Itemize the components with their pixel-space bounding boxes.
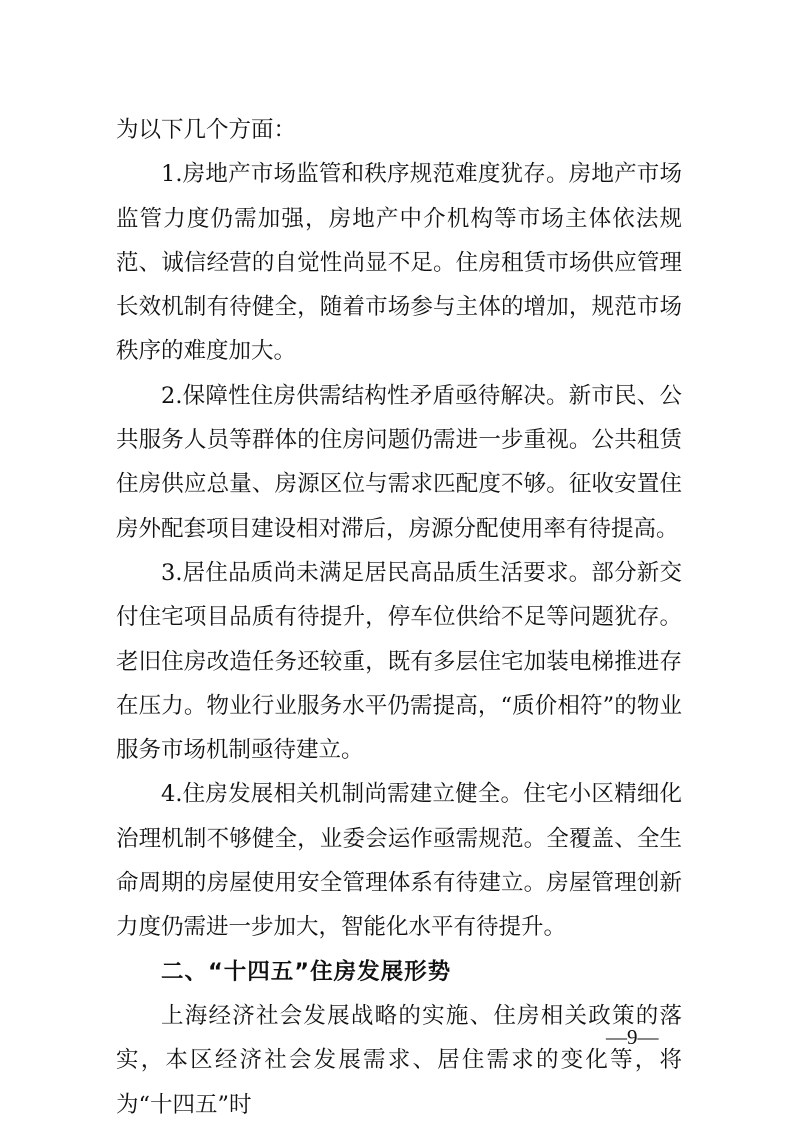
- paragraph-item-1: 1.房地产市场监管和秩序规范难度犹存。房地产市场监管力度仍需加强，房地产中介机构等市场主体依法规范、诚信经营的自觉性尚显不足。住房租赁市场供应管理长效机制有待健全，随着市场参与主体的增加，规范市场秩序的难度加大。: [116, 161, 682, 365]
- section-heading: 二、“十四五”住房发展形势: [161, 958, 452, 985]
- paragraph-section-body: 上海经济社会发展战略的实施、住房相关政策的落实，本区经济社会发展需求、居住需求的变化等，将为“十四五”时: [116, 1002, 682, 1118]
- paragraph-item-2: 2.保障性住房供需结构性矛盾亟待解决。新市民、公共服务人员等群体的住房问题仍需进一步重视。公共租赁住房供应总量、房源区位与需求匹配度不够。征收安置住房外配套项目建设相对滞后，房源分配使用率有待提高。: [116, 382, 682, 542]
- paragraph-item-4: 4.住房发展相关机制尚需建立健全。住宅小区精细化治理机制不够健全，业委会运作亟需规范。全覆盖、全生命周期的房屋使用安全管理体系有待建立。房屋管理创新力度仍需进一步加大，智能化水平有待提升。: [116, 781, 682, 941]
- paragraph-intro: 为以下几个方面：: [116, 117, 297, 143]
- page-number: —9—: [606, 1025, 659, 1049]
- document-page: [116, 108, 682, 1127]
- paragraph-item-3: 3.居住品质尚未满足居民高品质生活要求。部分新交付住宅项目品质有待提升，停车位供给不足等问题犹存。老旧住房改造任务还较重，既有多层住宅加装电梯推进存在压力。物业行业服务水平仍需提高，“质价相符”的物业服务市场机制亟待建立。: [116, 559, 682, 764]
